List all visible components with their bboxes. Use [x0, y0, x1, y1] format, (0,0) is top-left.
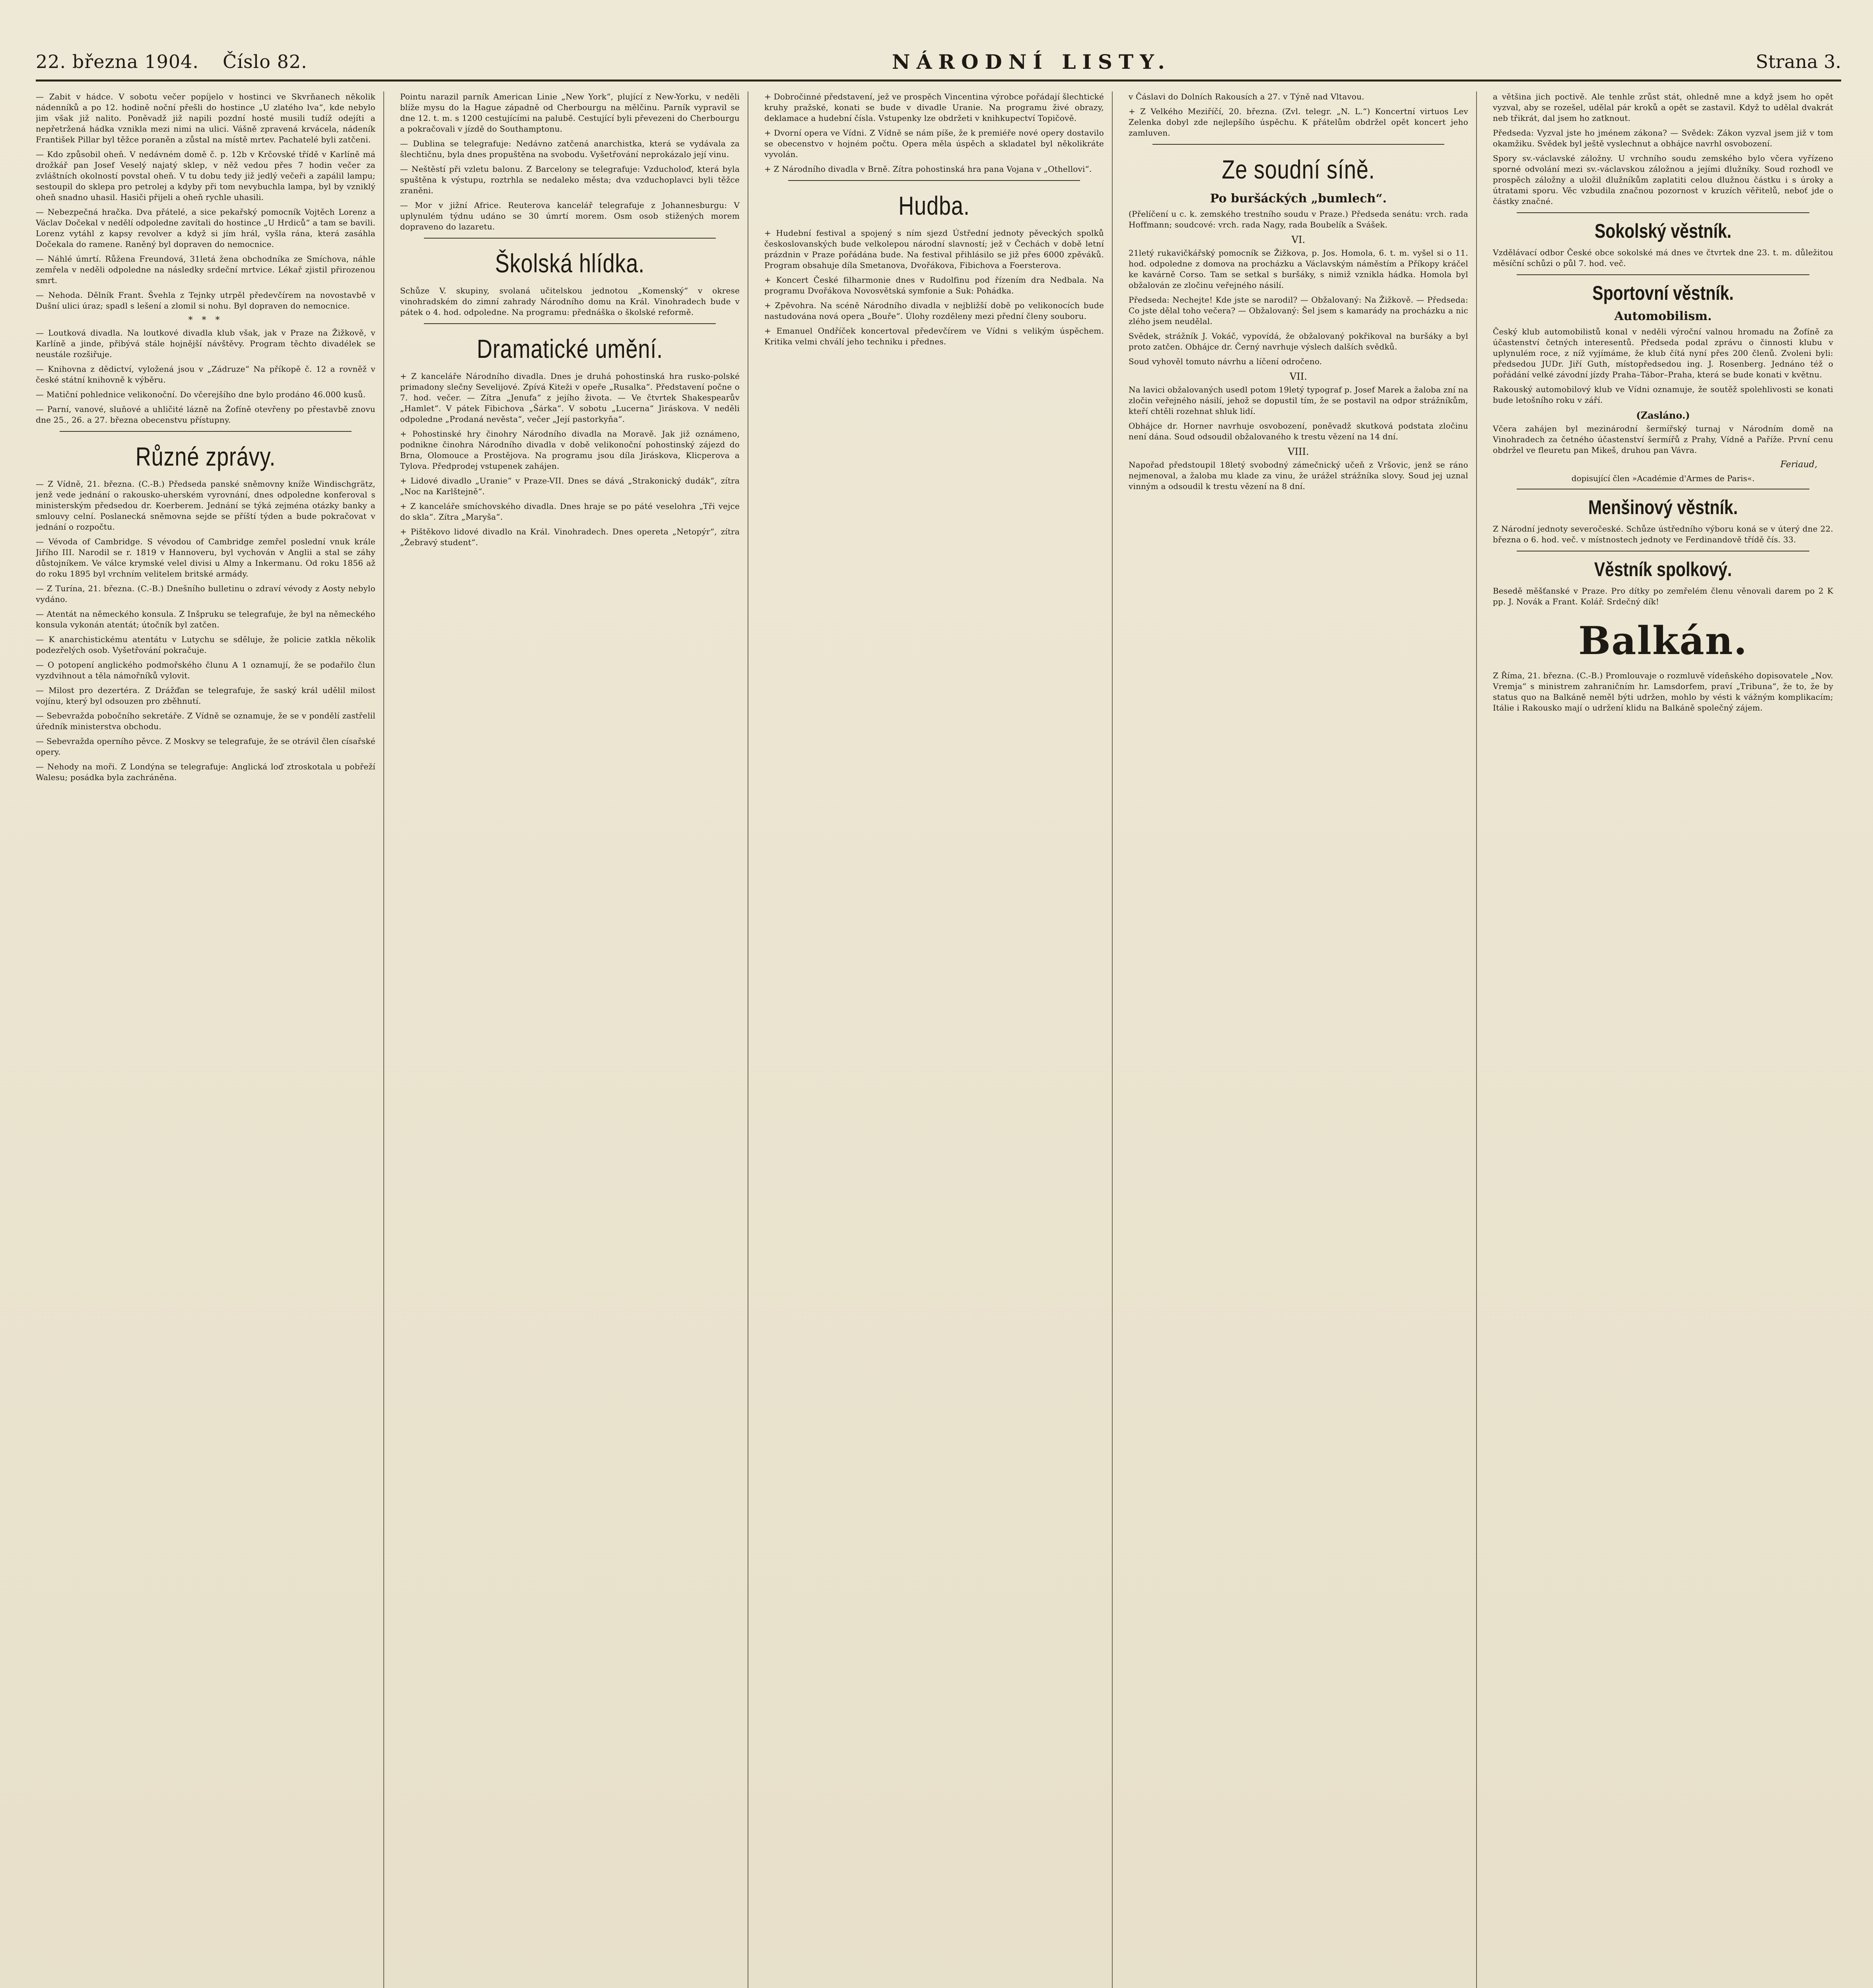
article: Z Národní jednoty severočeské. Schůze ústředního výboru koná se v úterý dne 22. března o 6. hod. več. v místnostech jednoty ve Ferdinandově třídě čís. 33.	[1493, 524, 1833, 544]
section-heading-sokol: Sokolský věstník.	[1594, 220, 1732, 242]
article: Besedě měšťanské v Praze. Pro dítky po zemřelém členu věnovali darem po 2 K pp. J. Novák a Frant. Kolář. Srdečný dík!	[1493, 586, 1833, 606]
page-number: Strana 3.	[1756, 51, 1841, 72]
sent-in-label: (Zasláno.)	[1636, 410, 1690, 421]
article: — Atentát na německého konsula. Z Inšpruku se telegrafuje, že byl na německého konsula vykonán atentát; útočník byl zatčen.	[36, 609, 375, 629]
article: — O potopení anglického podmořského člunu A 1 oznamují, že se podařilo člun vyzdvihnout a těla námořníků vylovit.	[36, 660, 375, 680]
article: Spory sv.-václavské záložny. U vrchního soudu zemského bylo včera vyřízeno sporné odvolání mezi sv.-václavskou záložnou a jejími dlužníky. Soud rozhodl ve prospěch záložny a uložil dlužníkům zaplatiti celou dlužnou částku i s úroky a útratami sporu. Věc vzbudila značnou pozornost v kruzích věřitelů, neboť jde o částky značné.	[1493, 153, 1833, 206]
section-heading-clubs: Věstník spolkový.	[1594, 558, 1732, 580]
article: Předseda: Vyzval jste ho jménem zákona? — Svědek: Zákon vyzval jsem již v tom okamžiku. Svědek byl ještě vyslechnut a obhájce navrhl osvobození.	[1493, 128, 1833, 148]
article: — Nehody na moři. Z Londýna se telegrafuje: Anglická loď ztroskotala u pobřeží Walesu; posádka byla zachráněna.	[36, 762, 375, 782]
article: — Milost pro dezertéra. Z Drážďan se telegrafuje, že saský král udělil milost vojínu, který byl odsouzen pro zběhnutí.	[36, 685, 375, 706]
article: — Z Vídně, 21. března. (C.-B.) Předseda panské sněmovny kníže Windischgrätz, jenž vede jednání o rakousko-uherském vyrovnání, dnes odpoledne konferoval s ministerským předsedou dr. Koerberem. Jednání se týká zejména otázky banky a smlouvy celní. Poslanecká sněmovna sejde se příští týden a bude pokračovat v jednání o rozpočtu.	[36, 479, 375, 532]
section-heading-music: Hudba.	[898, 191, 970, 220]
article: — K anarchistickému atentátu v Lutychu se sděluje, že policie zatkla několik podezřelých osob. Vyšetřování pokračuje.	[36, 635, 375, 655]
header-left	[36, 51, 307, 72]
article: Pointu narazil parník American Linie „New York“, plující z New-Yorku, v neděli blíže mysu do la Hague západně od Cherbourgu na mělčinu. Parník vypravil se dne 12. t. m. s 1200 cestujícími na palubě. Cestující byli převezeni do Cherbourgu a pokračovali v jízdě do Southamptonu.	[400, 92, 740, 134]
section-heading-balkan: Balkán.	[1578, 618, 1748, 663]
article: — Z Turína, 21. března. (C.-B.) Dnešního bulletinu o zdraví vévody z Aosty nebylo vydáno.	[36, 584, 375, 604]
divider	[424, 238, 716, 239]
section-heading-court: Ze soudní síně.	[1222, 155, 1375, 184]
article: — Nehoda. Dělník Frant. Švehla z Tejnky utrpěl předevčírem na novostavbě v Dušní ulici úraz; spadl s lešení a zlomil si nohu. Byl dopraven do nemocnice.	[36, 290, 375, 311]
article: + Z Národního divadla v Brně. Zítra pohostinská hra pana Vojana v „Othellovi“.	[764, 164, 1092, 174]
column-3	[764, 91, 1113, 1988]
article: + Dvorní opera ve Vídni. Z Vídně se nám píše, že k premiéře nové opery dostavilo se obecenstvo v hojném počtu. Opera měla úspěch a skladatel byl několikráte vyvolán.	[764, 128, 1104, 159]
divider	[1517, 274, 1809, 275]
section-heading-sport: Sportovní věstník.	[1592, 282, 1734, 304]
newspaper-title: NÁRODNÍ LISTY.	[892, 50, 1171, 74]
column-4	[1129, 91, 1477, 1988]
section-heading-various-news: Různé zprávy.	[135, 442, 276, 471]
column-2	[400, 91, 748, 1988]
article: (Přelíčení u c. k. zemského trestního soudu v Praze.) Předseda senátu: vrch. rada Hoffmann; soudcové: vrch. rada Nagy, rada Boubelík a Svášek.	[1129, 209, 1468, 229]
signature: Feriaud,	[1780, 460, 1817, 470]
article-subheading: Po buršáckých „bumlech“.	[1210, 192, 1387, 206]
column-1	[36, 91, 384, 1988]
divider	[1152, 144, 1444, 145]
issue-number: Číslo 82.	[223, 51, 307, 72]
article: Včera zahájen byl mezinárodní šermířský turnaj v Národním domě na Vinohradech za četného účastenství šermířů z Prahy, Vídně a Paříže. První cenu obdržel ve fleuretu pan Mikeš, druhou pan Vávra.	[1493, 424, 1833, 455]
article: — Loutková divadla. Na loutkové divadla klub však, jak v Praze na Žižkově, v Karlíně a jinde, přibývá stále hojnější návštěvy. Program těchto divadélek se neustále rozšiřuje.	[36, 328, 375, 359]
article: — Matiční pohlednice velikonoční. Do včerejšího dne bylo prodáno 46.000 kusů.	[36, 390, 366, 399]
page-header	[36, 44, 1841, 82]
divider	[788, 180, 1080, 181]
article: + Lidové divadlo „Uranie“ v Praze-VII. Dnes se dává „Strakonický dudák“, zítra „Noc na Karlštejně“.	[400, 476, 740, 496]
article: Český klub automobilistů konal v neděli výroční valnou hromadu na Žofíně za účastenství četných interesentů. Předseda podal zprávu o činnosti klubu v uplynulém roce, z níž vyjímáme, že klub čítá nyní přes 200 členů. Zvoleni byli: předsedou JUDr. Jiří Guth, místopředsedou ing. J. Rosenberg. Jednáno též o pořádání velké závodní jízdy Praha–Tábor–Praha, která se bude konati v květnu.	[1493, 327, 1833, 379]
case-number: VIII.	[1288, 446, 1309, 457]
column-5	[1493, 91, 1841, 1988]
article: — Vévoda of Cambridge. S vévodou of Cambridge zemřel poslední vnuk krále Jiřího III. Narodil se r. 1819 v Hannoveru, byl vychován v Anglii a stal se záhy důstojníkem. Ve válce krymské velel divisi u Almy a Inkermanu. Od roku 1856 až do roku 1895 byl vrchním velitelem britské armády.	[36, 537, 375, 579]
article: Na lavici obžalovaných usedl potom 19letý typograf p. Josef Marek a žaloba zní na zločin veřejného násilí, jehož se dopustil tím, že se postavil na odpor strážníkům, kteří chtěli rozehnat shluk lidí.	[1129, 385, 1468, 416]
article: a většina jich poctivě. Ale tenhle zrůst stát, ohledně mne a když jsem ho opět vyzval, aby se rozešel, udělal pár kroků a opět se zastavil. Když to udělal dvakrát neb třikrát, dal jsem ho zatknout.	[1493, 92, 1833, 123]
article: Soud vyhověl tomuto návrhu a líčení odročeno.	[1129, 357, 1322, 366]
article: — Náhlé úmrtí. Růžena Freundová, 31letá žena obchodníka ze Smíchova, náhle zemřela v neděli odpoledne na následky srdeční mrtvice. Lékař zjistil přirozenou smrt.	[36, 254, 375, 285]
article: + Hudební festival a spojený s ním sjezd Ústřední jednoty pěveckých spolků českoslovanských bude velkolepou národní slavností; jež v Čechách v době letní prázdnin v Praze pořádána bude. Na festival přihlásilo se již přes 6000 zpěváků. Program obsahuje díla Smetanova, Dvořákova, Fibichova a Foersterova.	[764, 228, 1104, 270]
article: + Pohostinské hry činohry Národního divadla na Moravě. Jak již oznámeno, podnikne činohra Národního divadla v době velikonoční pohostinský zájezd do Brna, Olomouce a Prostějova. Na programu jsou díla Jiráskova, Klicperova a Tylova. Předprodej vstupenek zahájen.	[400, 429, 740, 471]
article: — Zabit v hádce. V sobotu večer popíjelo v hostinci ve Skvrňanech několik nádenníků a po 12. hodině noční přešli do hostince „U zlatého lva“, kde nebylo jim však již nalito. Poněvadž již napili pozdní hosté musili tudíž odejíti a nepřetržená hádka vznikla mezi nimi na ulici. Vášně zpravená krvácela, nádeník František Pillar byl těžce poraněn a zůstal na místě mrtev. Pachatelé byli zatčeni.	[36, 92, 375, 144]
article: Z Říma, 21. března. (C.-B.) Promlouvaje o rozmluvě vídeňského dopisovatele „Nov. Vremja“ s ministrem zahraničním hr. Lamsdorfem, praví „Tribuna“, že to, že by status quo na Balkáně neměl býti udržen, mohlo by vésti k vážným komplikacím; Itálie i Rakousko mají o udržení klidu na Balkáně společný zájem.	[1493, 671, 1833, 712]
section-heading-minority: Menšinový věstník.	[1588, 496, 1738, 518]
article: Schůze V. skupiny, svolaná učitelskou jednotou „Komenský“ v okrese vinohradském do zimní zahrady Národního domu na Král. Vinohradech bude v pátek o 4. hod. odpoledne. Na programu: přednáška o školské reformě.	[400, 286, 740, 317]
separator-stars: * * *	[188, 315, 223, 325]
article: Napořad předstoupil 18letý svobodný zámečnický učeň z Vršovic, jenž se ráno nejmenoval, a žaloba mu klade za vinu, že urážel strážníka slovy. Soud jej uznal vinným a odsoudil k trestu vězení na 8 dní.	[1129, 460, 1468, 491]
article: — Parní, vanové, sluňové a uhličité lázně na Žofíně otevřeny po přestavbě znovu dne 25., 26. a 27. března obecenstvu přístupny.	[36, 404, 375, 425]
article-columns	[36, 91, 1841, 1988]
article: — Kdo způsobil oheň. V nedávném domě č. p. 12b v Krčovské třídě v Karlíně má drožkář pan Josef Veselý najatý sklep, v něž vedou přes 7 hodin večer za zvláštních okolností povstal oheň. V tu dobu tedy již jedlý večeři a zapálil lampu; sestoupil do sklepa pro petrolej a kdyby při tom nevybuchla lampa, byl by vzniklý oheň snadno uhasil. Hasiči přijeli a oheň rychle uhasili.	[36, 149, 375, 202]
article: + Zpěvohra. Na scéně Národního divadla v nejbližší době po velikonocích bude nastudována nová opera „Bouře“. Úlohy rozděleny mezi přední členy souboru.	[764, 301, 1104, 321]
article: — Mor v jižní Africe. Reuterova kancelář telegrafuje z Johannesburgu: V uplynulém týdnu udáno se 30 úmrtí morem. Osm osob stižených morem dopraveno do lazaretu.	[400, 200, 740, 231]
article: — Knihovna z dědictví, vyložená jsou v „Zádruze“ Na příkopě č. 12 a rovněž v české státní knihovně k výběru.	[36, 364, 375, 384]
article: Vzdělávací odbor České obce sokolské má dnes ve čtvrtek dne 23. t. m. důležitou měsíční schůzi o půl 7. hod. več.	[1493, 248, 1833, 268]
article: — Dublina se telegrafuje: Nedávno zatčená anarchistka, která se vydávala za šlechtičnu, byla dnes propuštěna na svobodu. Vyšetřování neprokázalo její vinu.	[400, 139, 740, 159]
article: + Emanuel Ondříček koncertoval předevčírem ve Vídni s velikým úspěchem. Kritika velmi chválí jeho techniku i přednes.	[764, 326, 1104, 346]
article: Rakouský automobilový klub ve Vídni oznamuje, že soutěž spolehlivosti se konati bude letošního roku v září.	[1493, 384, 1833, 405]
article: v Čáslavi do Dolních Rakousích a 27. v Týně nad Vltavou.	[1129, 92, 1364, 101]
article: 21letý rukavičkářský pomocník se Žižkova, p. Jos. Homola, 6. t. m. vyšel si o 11. hod. odpoledne z domova na procházku a Václavským náměstím a Příkopy kráčel ke kavárně Corso. Tam se setkal s buršáky, s nimiž vznikla hádka. Homola byl obžalován ze zločinu veřejného násilí.	[1129, 248, 1468, 290]
article-subheading: Automobilism.	[1614, 309, 1712, 323]
article: Obhájce dr. Horner navrhuje osvobození, poněvadž skutková podstata zločinu není dána. Soud odsoudil obžalovaného k trestu vězení na 14 dní.	[1129, 421, 1468, 441]
signature-affiliation: dopisující člen »Académie d'Armes de Paris«.	[1571, 474, 1755, 483]
article: + Koncert České filharmonie dnes v Rudolfinu pod řízením dra Nedbala. Na programu Dvořákova Novosvětská symfonie a Suk: Pohádka.	[764, 275, 1104, 295]
article: + Z kanceláře smíchovského divadla. Dnes hraje se po páté veselohra „Tři vejce do skla“. Zítra „Maryša“.	[400, 501, 740, 522]
article: Svědek, strážník J. Vokáč, vypovídá, že obžalovaný pokřikoval na buršáky a byl proto zatčen. Obhájce dr. Černý navrhuje výslech dalších svědků.	[1129, 331, 1468, 351]
article: — Nebezpečná hračka. Dva přátelé, a sice pekařský pomocník Vojtěch Lorenz a Václav Dočekal v nedělí odpoledne zavítali do hostince „U Hrdiců“ a tam se bavili. Lorenz vytáhl z kapsy revolver a když si jím hrál, vyšla rána, která zasáhla Dočekala do ramene. Raněný byl dopraven do nemocnice.	[36, 207, 375, 249]
section-heading-school: Školská hlídka.	[495, 248, 645, 278]
section-heading-drama: Dramatické umění.	[476, 334, 663, 363]
article: + Dobročinné představení, jež ve prospěch Vincentina výrobce pořádají šlechtické kruhy pražské, konati se bude v divadle Uranie. Na programu živé obrazy, deklamace a hudební čísla. Vstupenky lze obdržeti v knihkupectví Topičově.	[764, 92, 1104, 123]
article: — Sebevražda pobočního sekretáře. Z Vídně se oznamuje, že se v pondělí zastřelil úředník ministerstva obchodu.	[36, 711, 375, 731]
case-number: VI.	[1291, 234, 1306, 245]
issue-date: 22. března 1904.	[36, 51, 199, 72]
article: + Pištěkovo lidové divadlo na Král. Vinohradech. Dnes opereta „Netopýr“, zítra „Žebravý student“.	[400, 527, 740, 547]
article: + Z Velkého Meziříčí, 20. března. (Zvl. telegr. „N. L.“) Koncertní virtuos Lev Zelenka dobyl zde nejlepšího úspěchu. K přátelům obdržel opět koncert jeho zamluven.	[1129, 107, 1468, 138]
article: + Z kanceláře Národního divadla. Dnes je druhá pohostinská hra rusko-polské primadony slečny Sevelijové. Zpívá Kiteži v opeře „Rusalka“. Představení počne o 7. hod. večer. — Zítra „Jenufa“ z jejího života. — Ve čtvrtek Shakespearův „Hamlet“. V pátek Fibichova „Šárka“. V sobotu „Lucerna“ Jiráskova. V neděli odpoledne „Prodaná nevěsta“, večer „Její pastorkyňa“.	[400, 371, 740, 424]
divider	[60, 431, 352, 432]
divider	[1517, 212, 1809, 213]
article: Předseda: Nechejte! Kde jste se narodil? — Obžalovaný: Na Žižkově. — Předseda: Co jste dělal toho večera? — Obžalovaný: Šel jsem s kamarády na procházku a nic zlého jsem neudělal.	[1129, 295, 1468, 326]
case-number: VII.	[1290, 371, 1307, 382]
article: — Sebevražda operního pěvce. Z Moskvy se telegrafuje, že se otrávil člen císařské opery.	[36, 736, 375, 757]
divider	[424, 323, 716, 324]
article: — Neštěstí při vzletu balonu. Z Barcelony se telegrafuje: Vzducholoď, která byla spuštěna k výstupu, roztrhla se nedaleko města; dva vzduchoplavci byli těžce zraněni.	[400, 164, 740, 195]
